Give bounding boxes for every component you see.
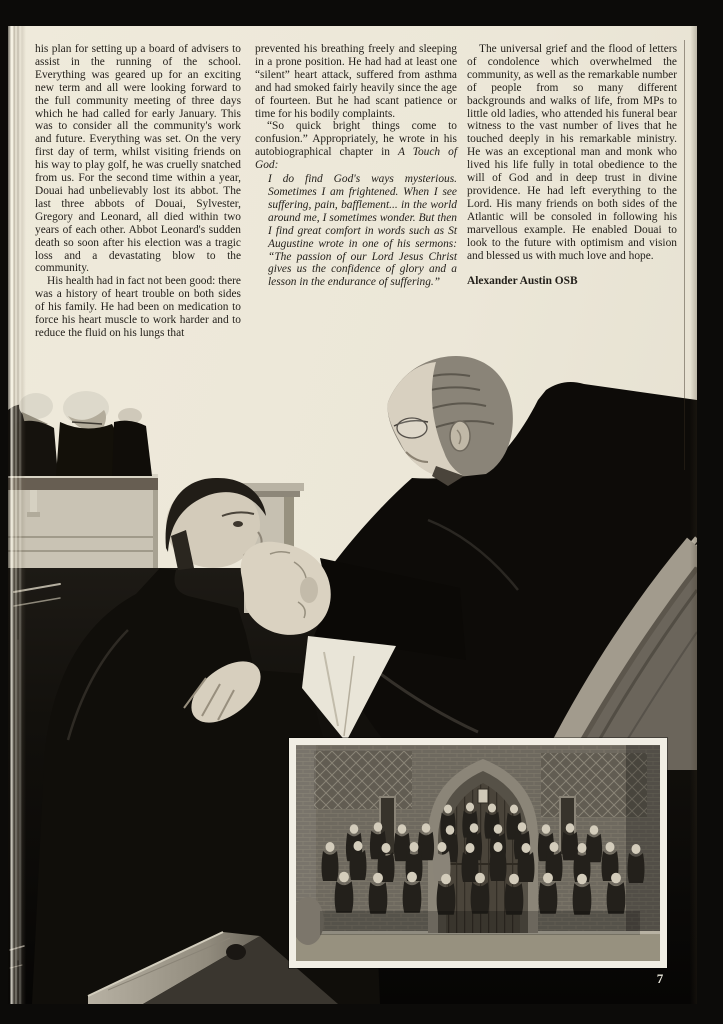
abbot-head bbox=[388, 356, 513, 486]
page-edge-line bbox=[684, 40, 685, 470]
door-lamp bbox=[478, 789, 488, 803]
book-title: A Touch of God: bbox=[255, 146, 457, 172]
paragraph: His health had in fact not been good: there was a history of heart trouble on both sides of his family. He had been on medication to force his heart muscle to work harder and to reduce the fluid on his lungs that bbox=[35, 275, 241, 339]
ground bbox=[296, 933, 660, 961]
paragraph: prevented his breathing freely and sleeping in a prone position. He had had at least one “silent” heart attack, suffered from asthma and had smoked fairly heavily since the age of fourteen. But he had scant patience or time for his bodily complaints. bbox=[255, 43, 457, 120]
monks-at-pew-group bbox=[8, 391, 158, 572]
article-column-1 bbox=[35, 43, 241, 340]
paragraph bbox=[255, 120, 457, 172]
paragraph: his plan for setting up a board of advisers to assist in the running of the school. Everything was geared up for an exciting new term and all were looking forward to the full community meeting of three days which he had called for early January. This was to consider all the community's work and future. Everything was set. On the very first day of term, whilst visiting friends on his way to play golf, he was cruelly snatched from us. For the second time within a year, Douai had unbelievably lost its abbot. The last three abbots of Douai, Sylvester, Gregory and Leonard, all died within two years of each other. Abbot Leonard's sudden death so soon after his election was a tragic loss and a devastating blow to the community. bbox=[35, 43, 241, 275]
byline: Alexander Austin OSB bbox=[467, 275, 578, 288]
paragraph: The universal grief and the flood of letters of condolence which overwhelmed the community, as well as the remarkable number of people from so many different backgrounds and walks of life, from MPs to little old ladies, who attended his funeral bear witness to the vast number of lives that he touched deeply in his remarkable ministry. He was an exceptional man and monk who lived his life fully in total obedience to the will of God and in deep trust in divine providence. He had left everything to the Lord. His many friends on both sides of the Atlantic will be consoled in following his marvellous example. He enabled Douai to look to the future with optimism and vision and blessed us with much love and hope. bbox=[467, 43, 677, 262]
article-column-2 bbox=[255, 43, 457, 289]
page-surface bbox=[8, 26, 697, 1004]
community-group-scene bbox=[296, 745, 660, 961]
diaper-panel-left bbox=[314, 751, 412, 809]
article-columns bbox=[35, 43, 677, 340]
pull-quote: I do find God's ways mysterious. Sometimes I am frightened. When I see suffering, pain, bafflement... in the world around me, I sometimes wonder. But then I find great comfort in words such as St Augustine wrote in one of his sermons: “The passion of our Lord Jesus Christ gives us the confidence of glory and a lesson in the endurance of suffering.” bbox=[268, 173, 457, 289]
page-number: 7 bbox=[656, 971, 664, 986]
photo-community-group bbox=[289, 738, 667, 968]
article-column-3 bbox=[467, 43, 677, 288]
paragraph-text: “So quick bright things come to confusion.” Appropriately, he wrote in his autobiographical chapter in bbox=[255, 120, 457, 159]
